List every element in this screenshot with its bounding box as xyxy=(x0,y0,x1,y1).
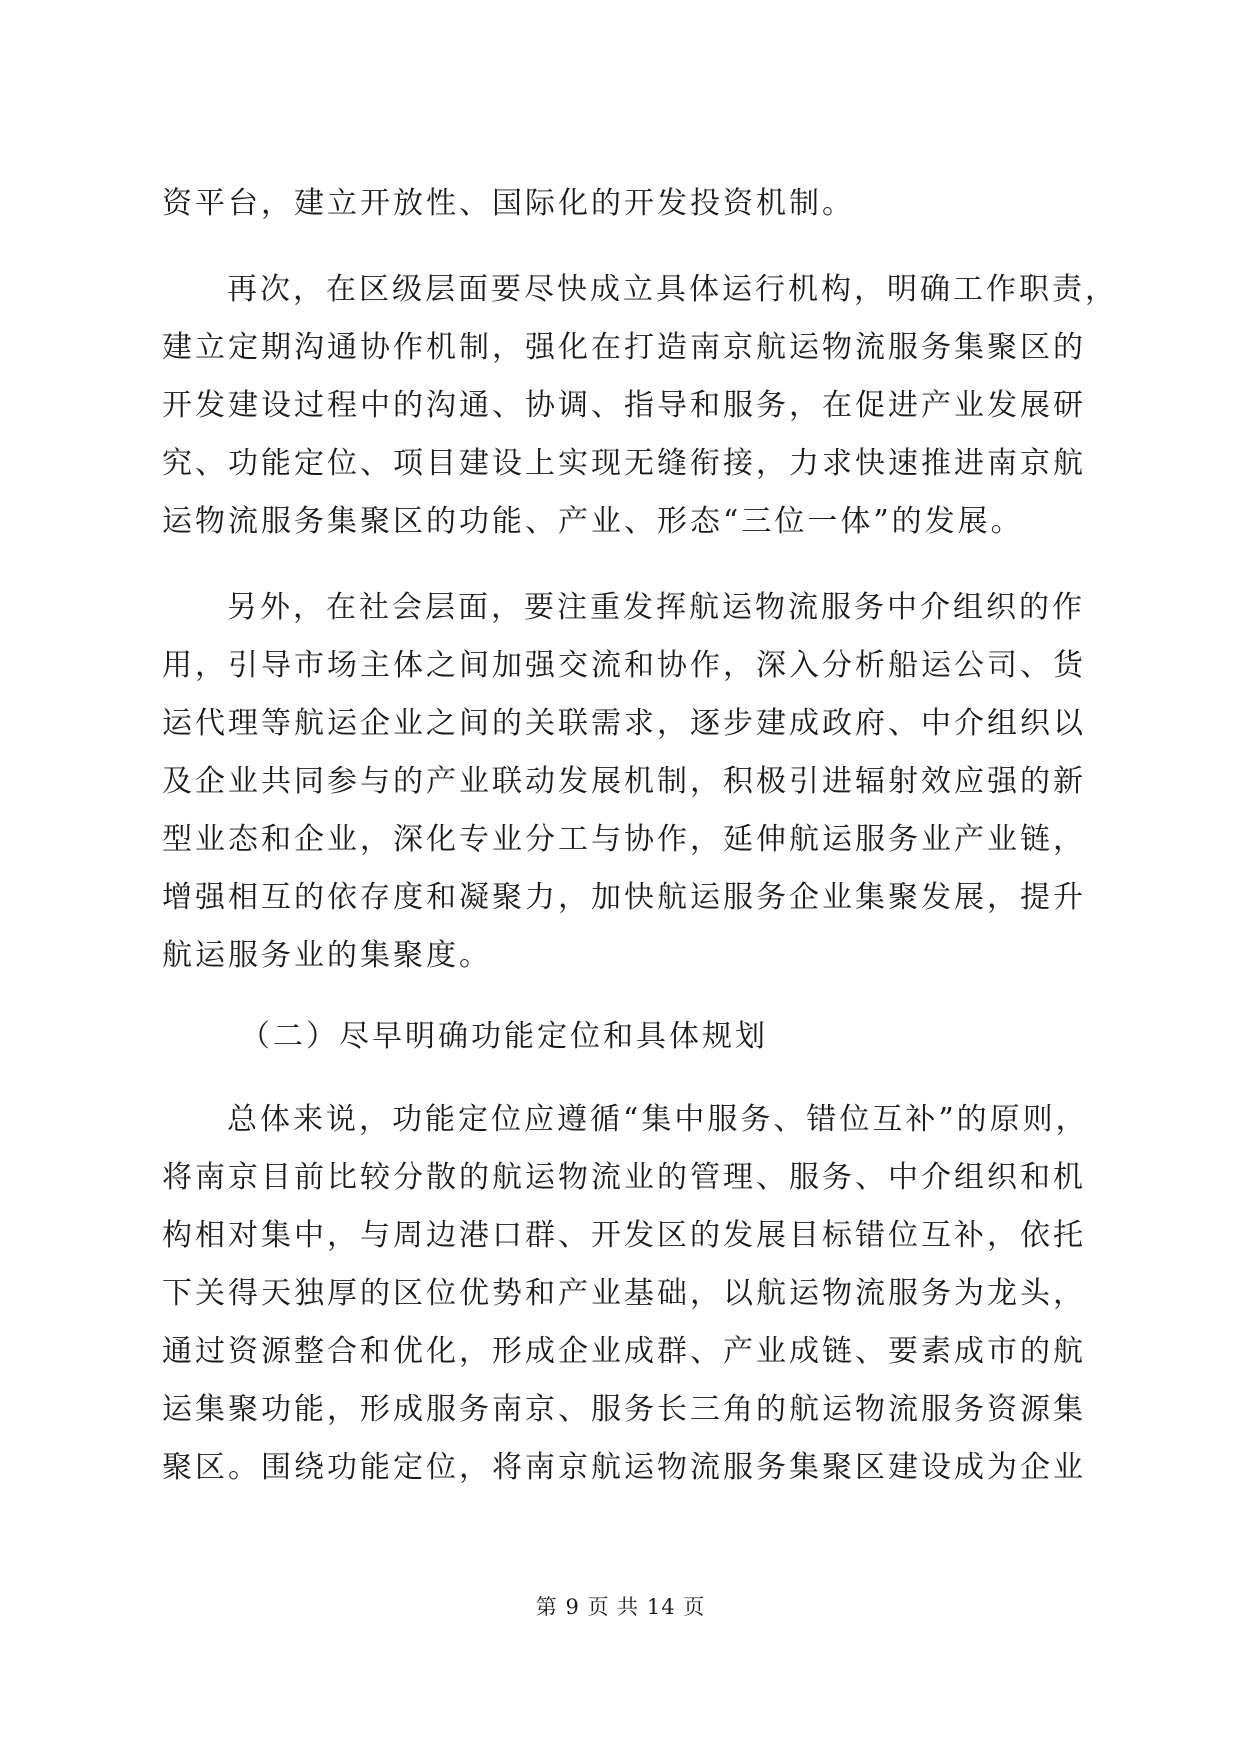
body-line: 运代理等航运企业之间的关联需求，逐步建成政府、中介组织以 xyxy=(162,706,1086,741)
body-line: 建立定期沟通协作机制，强化在打造南京航运物流服务集聚区的 xyxy=(162,330,1086,365)
body-line: 运物流服务集聚区的功能、产业、形态“三位一体”的发展。 xyxy=(162,504,1024,539)
body-line: 将南京目前比较分散的航运物流业的管理、服务、中介组织和机 xyxy=(162,1160,1086,1195)
body-line: 及企业共同参与的产业联动发展机制，积极引进辐射效应强的新 xyxy=(162,764,1086,799)
body-line: 型业态和企业，深化专业分工与协作，延伸航运服务业产业链， xyxy=(162,822,1086,857)
body-line: 通过资源整合和优化，形成企业成群、产业成链、要素成市的航 xyxy=(162,1334,1086,1369)
body-line: 增强相互的依存度和凝聚力，加快航运服务企业集聚发展，提升 xyxy=(162,880,1086,915)
body-line: 总体来说，功能定位应遵循“集中服务、错位互补”的原则， xyxy=(227,1102,1089,1137)
section-heading: （二）尽早明确功能定位和具体规划 xyxy=(240,1019,768,1054)
body-line: 用，引导市场主体之间加强交流和协作，深入分析船运公司、货 xyxy=(162,648,1086,683)
body-line: 再次，在区级层面要尽快成立具体运行机构，明确工作职责， xyxy=(227,272,1118,307)
page-footer: 第 9 页 共 14 页 xyxy=(535,1595,706,1619)
body-line: 聚区。围绕功能定位，将南京航运物流服务集聚区建设成为企业 xyxy=(162,1450,1086,1485)
body-line: 资平台，建立开放性、国际化的开发投资机制。 xyxy=(162,186,855,221)
body-line: 下关得天独厚的区位优势和产业基础，以航运物流服务为龙头， xyxy=(162,1276,1086,1311)
body-line: 运集聚功能，形成服务南京、服务长三角的航运物流服务资源集 xyxy=(162,1392,1086,1427)
body-line: 开发建设过程中的沟通、协调、指导和服务，在促进产业发展研 xyxy=(162,388,1086,423)
body-line: 航运服务业的集聚度。 xyxy=(162,938,492,973)
body-line: 另外，在社会层面，要注重发挥航运物流服务中介组织的作 xyxy=(227,590,1085,625)
body-line: 构相对集中，与周边港口群、开发区的发展目标错位互补，依托 xyxy=(162,1218,1086,1253)
body-line: 究、功能定位、项目建设上实现无缝衔接，力求快速推进南京航 xyxy=(162,446,1086,481)
